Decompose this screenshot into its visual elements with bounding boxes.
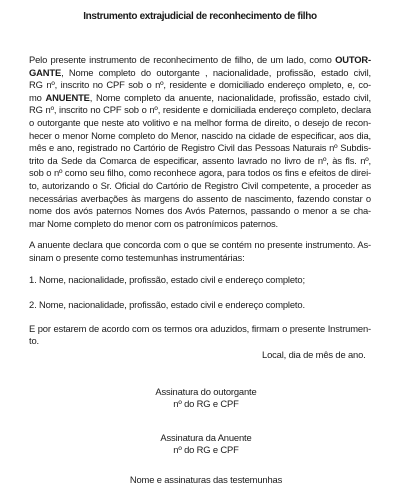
witnesses-label: Nome e assinaturas das testemunhas (129, 474, 283, 485)
witness-1-line: 1. Nome, nacionalidade, profissão, estado civil e endereço completo; (29, 273, 305, 285)
text-line: Pelo presente instrumento de reconhecimento de filho, de um lado, como OUTOR- (29, 54, 371, 65)
signature-label: Assinatura do outorgante (155, 386, 257, 397)
paragraph-reconhecimento (29, 54, 371, 230)
paragraph-closing (29, 323, 371, 348)
signature-id-label: nº do RG e CPF (173, 444, 239, 456)
place-date: Local, dia de mês de ano. (262, 349, 366, 360)
text-line: RG nº, inscrito no CPF sob o nº, residente e domiciliado endereço ompleto, e, co- (29, 79, 371, 91)
text-line: to, autorizando o Sr. Oficial do Cartório de Registro Civil competente, a proceder as (29, 179, 371, 191)
signature-witnesses (6, 474, 400, 486)
text-line: trito da Sede da Comarca de especificar, assento lavrado no livro de nº, às fls. nº, (29, 154, 371, 166)
signature-outorgante (6, 386, 400, 411)
paragraph-anuente-declara (29, 239, 371, 264)
text-line: mo ANUENTE, Nome completo da anuente, nacionalidade, profissão, estado civil, (29, 91, 371, 103)
text-line: RG nº, inscrito no CPF sob o nº, residente e domiciliada endereço completo, declara (29, 104, 371, 116)
text-line: mar Nome completo do menor com os patronímicos paternos. (29, 217, 279, 229)
signature-id-label: nº do RG e CPF (173, 398, 239, 410)
text-line: nome dos avós paternos Nomes dos Avós Paternos, passando o menor a se cha- (29, 205, 371, 217)
witness-2-line: 2. Nome, nacionalidade, profissão, estado civil e endereço completo. (29, 299, 305, 311)
text-line: E por estarem de acordo com os termos ora aduzidos, firmam o presente Instrumen- (29, 322, 371, 334)
text-line: hecer o menor Nome completo do Menor, nascido na cidade de especificar, aos dia, (29, 129, 371, 141)
text-line: GANTE, Nome completo do outorgante , nacionalidade, profissão, estado civil, (29, 66, 371, 78)
text-line: necessárias averbações às margens do assento de nascimento, fazendo constar o (29, 192, 371, 204)
signature-anuente (6, 432, 400, 457)
document-title: Instrumento extrajudicial de reconhecimento de filho (83, 11, 317, 22)
text-line: sob o nº como seu filho, como reconhece agora, para todos os fins e efeitos de direi- (29, 167, 371, 179)
text-line: to. (29, 335, 39, 347)
signature-label: Assinatura da Anuente (160, 432, 252, 443)
text-line: A anuente declara que concorda com o que se contém no presente instrumento. As- (29, 239, 371, 251)
text-line: mês e ano, registrado no Cartório de Registro Civil das Pessoas Naturais nº Subdis- (29, 142, 371, 154)
text-line: o outorgante que neste ato volitivo e na melhor forma de direito, o desejo de recon- (29, 116, 371, 128)
text-line: sinam o presente como testemunhas instrumentárias: (29, 251, 245, 263)
